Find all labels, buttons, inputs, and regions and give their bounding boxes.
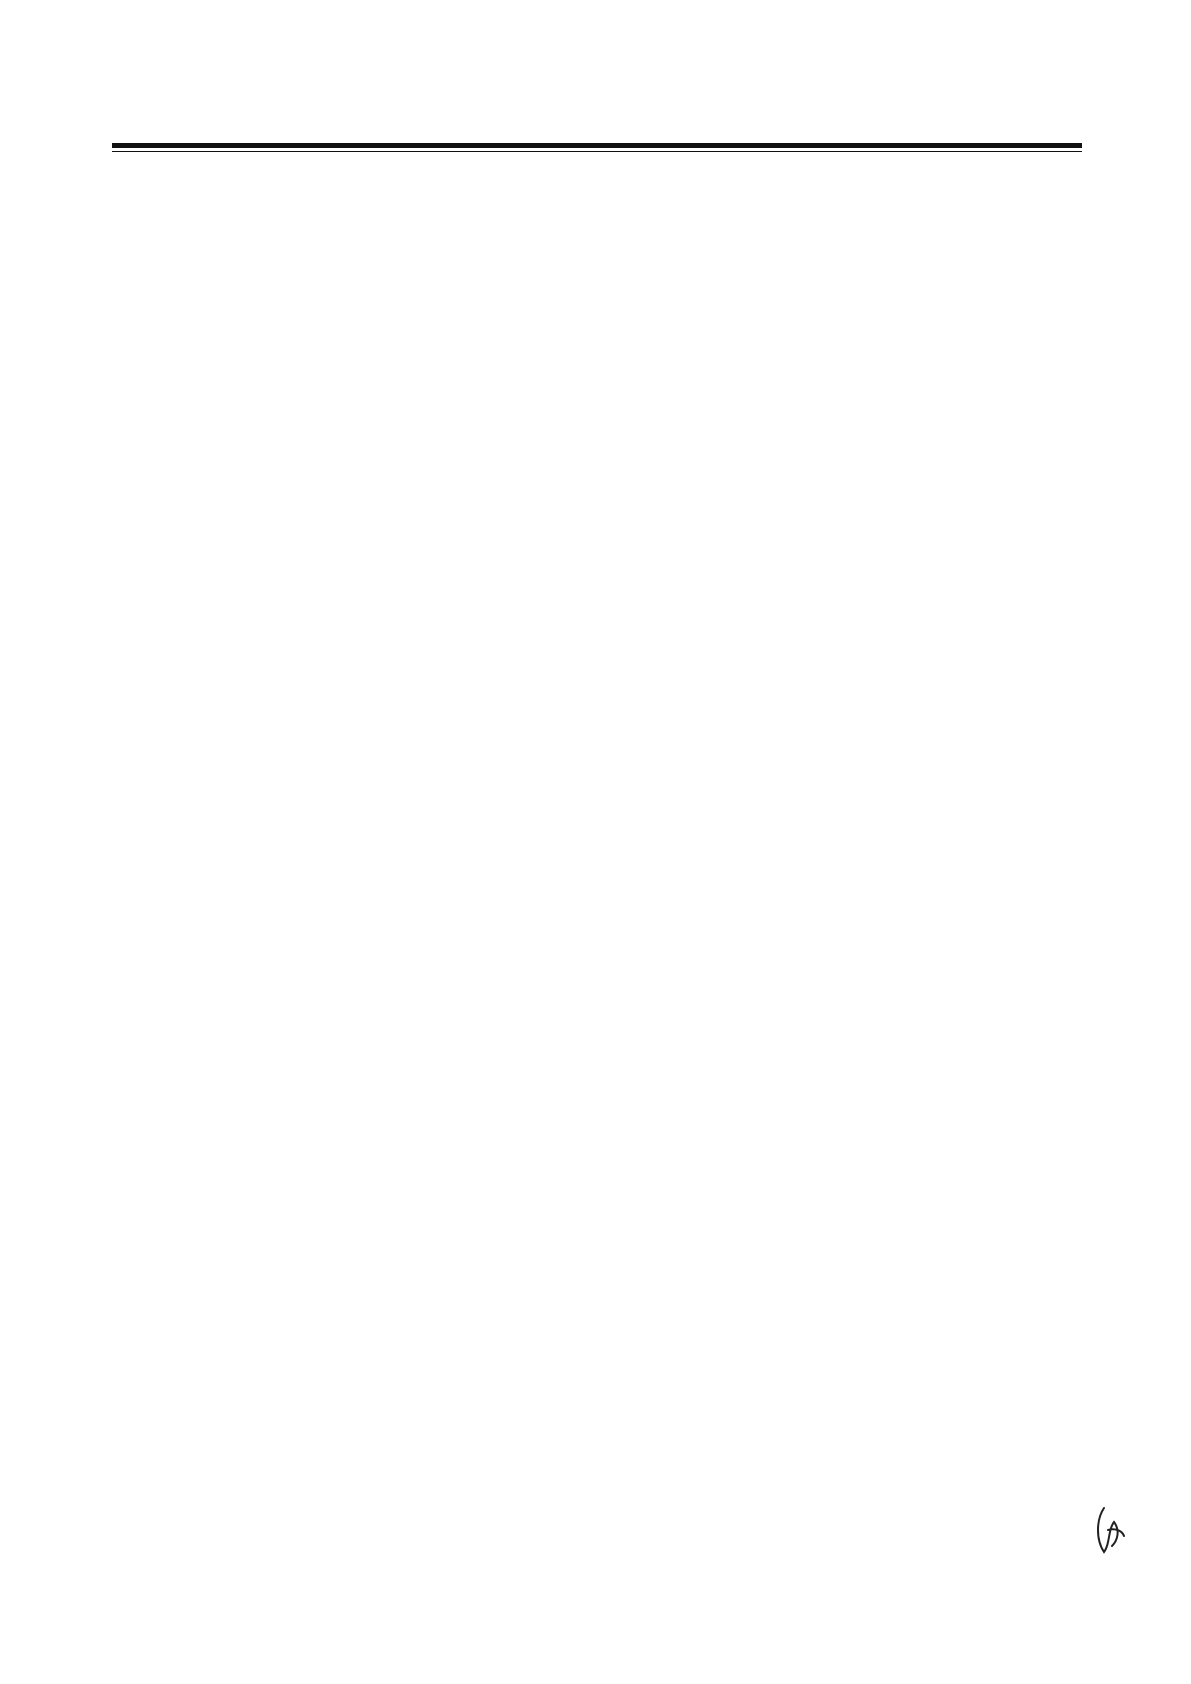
personnel-list [0, 168, 1191, 1362]
list-item [0, 1054, 1191, 1131]
list-item [0, 630, 1191, 707]
list-item [0, 861, 1191, 938]
list-item [0, 553, 1191, 630]
signature-icon [1090, 1500, 1130, 1560]
list-item [0, 168, 1191, 245]
list-item [0, 1208, 1191, 1285]
list-item [0, 707, 1191, 784]
list-item [0, 938, 1191, 1054]
header-rule-thick [112, 143, 1082, 148]
list-item [0, 245, 1191, 322]
list-item [0, 322, 1191, 399]
list-item [0, 1285, 1191, 1362]
list-item [0, 1131, 1191, 1208]
list-item [0, 784, 1191, 861]
header-rule-thin [112, 151, 1082, 152]
gazette-header [112, 88, 1082, 148]
list-item [0, 476, 1191, 553]
list-item [0, 399, 1191, 476]
